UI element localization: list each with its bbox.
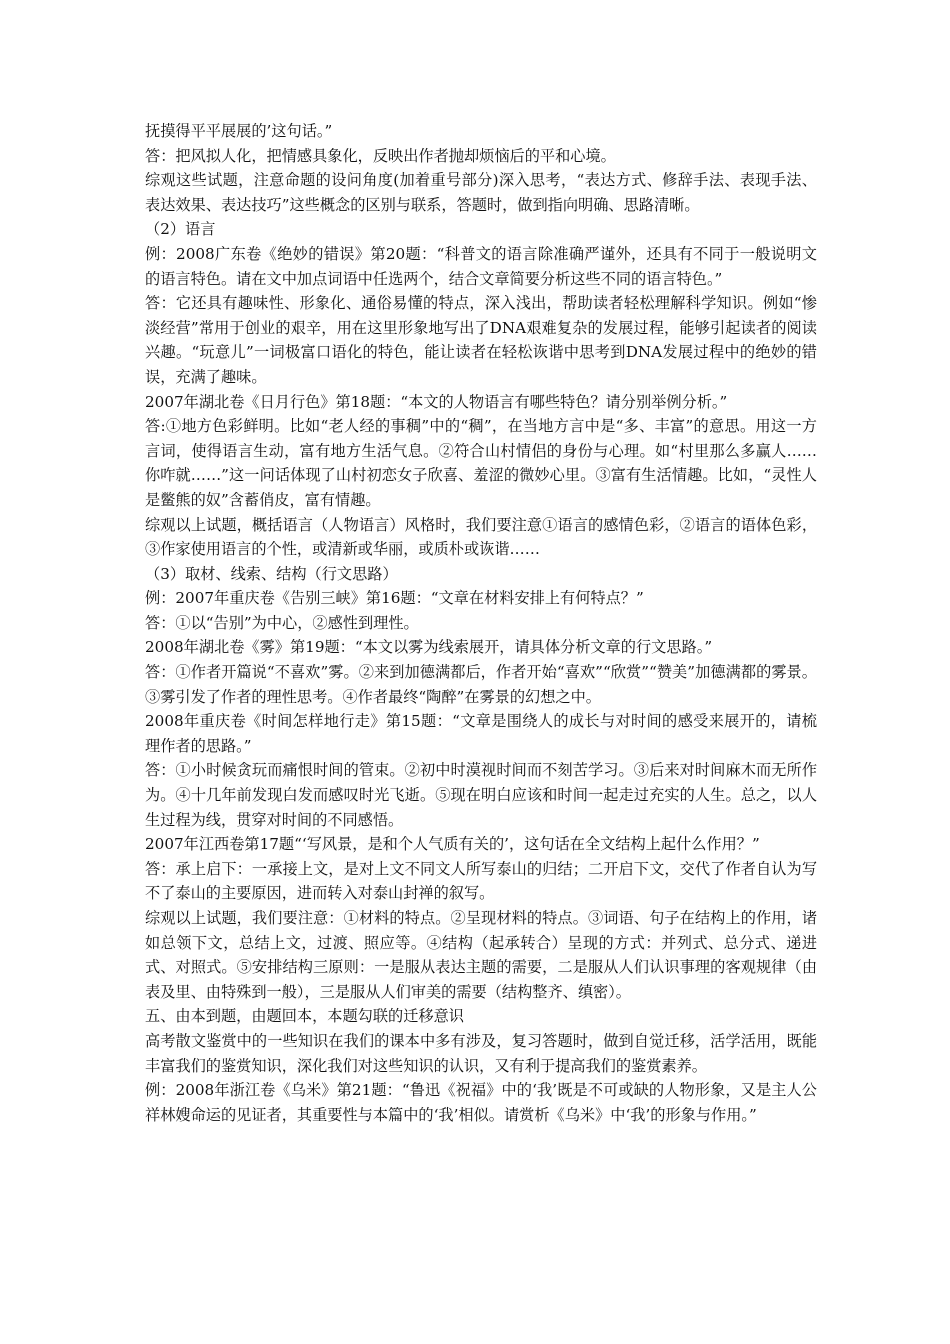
section-heading-language: （2）语言 [145, 220, 216, 239]
document-body [145, 119, 817, 1127]
paragraph-6: 答：它还具有趣味性、形象化、通俗易懂的特点，深入浅出，帮助读者轻松理解科学知识。例如“惨淡经营”常用于创业的艰辛，用在这里形象地写出了DNA艰难复杂的发展过程，能够引起读者的阅读兴趣。“玩意儿”一词极富口语化的特色，能让读者在轻松诙谐中思考到DNA发展过程中的绝妙的错误，充满了趣味。 [145, 294, 817, 386]
paragraph-2: 答：把风拟人化，把情感具象化，反映出作者抛却烦恼后的平和心境。 [145, 146, 616, 165]
paragraph-18: 答：承上启下：一承接上文，是对上文不同文人所写泰山的归结；二开启下文，交代了作者自认为写不了泰山的主要原因，进而转入对泰山封禅的叙写。 [145, 859, 817, 903]
paragraph-16: 答：①小时候贪玩而痛恨时间的管束。②初中时漠视时间而不刻苦学习。③后来对时间麻木而无所作为。④十几年前发现白发而感叹时光飞逝。⑤现在明白应该和时间一起走过充实的人生。总之，以人生过程为线，贯穿对时间的不同感悟。 [145, 761, 817, 829]
paragraph-7: 2007年湖北卷《日月行色》第18题：“本文的人物语言有哪些特色？请分别举例分析。” [145, 392, 728, 411]
paragraph-19: 综观以上试题，我们要注意：①材料的特点。②呈现材料的特点。③词语、句子在结构上的作用，诸如总领下文，总结上文，过渡、照应等。④结构（起承转合）呈现的方式：并列式、总分式、递进式、对照式。⑤安排结构三原则：一是服从表达主题的需要，二是服从人们认识事理的客观规律（由表及里、由特殊到一般），三是服从人们审美的需要（结构整齐、缜密）。 [145, 909, 817, 1001]
paragraph-14: 答：①作者开篇说“不喜欢”雾。②来到加德满都后，作者开始“喜欢”“欣赏”“赞美”加德满都的雾景。③雾引发了作者的理性思考。④作者最终“陶醉”在雾景的幻想之中。 [145, 663, 817, 706]
paragraph-22: 例：2008年浙江卷《乌米》第21题：“鲁迅《祝福》中的‘我’既是不可或缺的人物形象，又是主人公祥林嫂命运的见证者，其重要性与本篇中的‘我’相似。请赏析《乌米》中‘我’的形象与作用。” [145, 1081, 817, 1124]
paragraph-15: 2008年重庆卷《时间怎样地行走》第15题：“文章是围绕人的成长与对时间的感受来展开的，请梳理作者的思路。” [145, 712, 817, 755]
section-heading-structure: （3）取材、线索、结构（行文思路） [145, 564, 398, 583]
paragraph-1: 抚摸得平平展展的’这句话。” [145, 122, 333, 140]
paragraph-8: 答:①地方色彩鲜明。比如“老人经的事稠”中的“稠”，在当地方言中是“多、丰富”的意思。用这一方言词，使得语言生动，富有地方生活气息。②符合山村情侣的身份与心理。如“村里那么多赢人……你咋就……”这一问话体现了山村初恋女子欣喜、羞涩的微妙心里。③富有生活情趣。比如，“灵性人是鳖熊的奴”含蓄俏皮，富有情趣。 [145, 417, 817, 509]
paragraph-17: 2007年江西卷第17题“‘写风景，是和个人气质有关的’，这句话在全文结构上起什么作用？” [145, 835, 760, 854]
paragraph-12: 答：①以“告别”为中心，②感性到理性。 [145, 613, 419, 632]
paragraph-3: 综观这些试题，注意命题的设问角度(加着重号部分)深入思考，“表达方式、修辞手法、表现手法、表达效果、表达技巧”这些概念的区别与联系，答题时，做到指向明确、思路清晰。 [145, 171, 817, 214]
paragraph-9: 综观以上试题，概括语言（人物语言）风格时，我们要注意①语言的感情色彩，②语言的语体色彩，③作家使用语言的个性，或清新或华丽，或质朴或诙谐…… [145, 515, 817, 559]
paragraph-5: 例：2008广东卷《绝妙的错误》第20题：“科普文的语言除准确严谨外，还具有不同于一般说明文的语言特色。请在文中加点词语中任选两个，结合文章简要分析这些不同的语言特色。” [145, 244, 817, 288]
paragraph-11: 例：2007年重庆卷《告别三峡》第16题：“文章在材料安排上有何特点？” [145, 589, 644, 608]
section-heading-five: 五、由本到题，由题回本，本题勾联的迁移意识 [145, 1007, 464, 1026]
paragraph-21: 高考散文鉴赏中的一些知识在我们的课本中多有涉及，复习答题时，做到自觉迁移，活学活用，既能丰富我们的鉴赏知识，深化我们对这些知识的认识，又有利于提高我们的鉴赏素养。 [145, 1031, 817, 1075]
paragraph-13: 2008年湖北卷《雾》第19题：“本文以雾为线索展开，请具体分析文章的行文思路。” [145, 638, 713, 657]
